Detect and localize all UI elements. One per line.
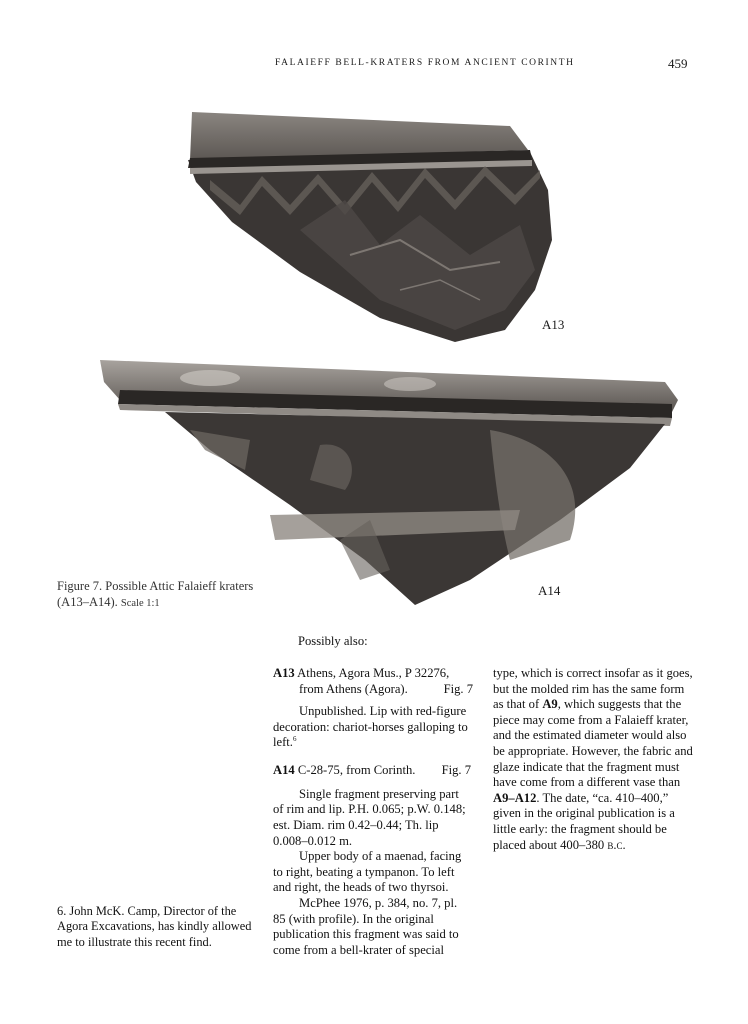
right-column [493,666,693,853]
right-col-ref-a9-a12: A9–A12 [493,790,537,805]
entry-a14-para1: Single fragment preserving part of rim and lip. P.H. 0.065; p.W. 0.148; est. Diam. rim 0.42–0.44; Th. lip 0.008–0.012 m. [273,786,466,848]
entry-a13-subheading [273,682,473,698]
figure-label-a13: A13 [542,317,565,332]
entry-a14-para2: Upper body of a maenad, facing to right, beating a tympanon. To left and right, the heads of two thyrsoi. [273,849,462,895]
entry-a13-fig-ref: Fig. 7 [443,682,473,696]
right-col-part2: , which suggests that the piece may come from a Falaieff krater, and the estimated diameter would also be appropriate. However, the fabric and glaze indicate that the fragment must have come from a different vase than [493,697,693,790]
entry-a14-heading [273,763,471,779]
right-col-ref-a9: A9 [542,697,558,712]
entry-a14-fig-ref: Fig. 7 [441,762,471,777]
figure-label-a14: A14 [538,583,561,598]
possibly-also-heading: Possibly also: [298,634,368,648]
running-title: FALAIEFF BELL-KRATERS FROM ANCIENT CORINTH [275,58,575,68]
entry-a14-line1: C-28-75, from Corinth. [297,762,416,777]
right-col-part1: type, which is correct insofar as it goes, but the molded rim has the same form as that of [493,666,693,712]
caption-main: Figure 7. Possible Attic Falaieff kraters (A13–A14). [57,579,254,609]
entry-a13-line2: from Athens (Agora). [299,682,408,696]
right-col-part3: . The date, “ca. 410–400,” given in the original publication is a little early: the fragment should be placed about 400–380 [493,790,675,852]
entry-a14-id: A14 [273,762,295,777]
footnote-6: 6. John McK. Camp, Director of the Agora Excavations, has kindly allowed me to illustrate this recent find. [57,904,252,949]
page-number: 459 [668,56,688,71]
entry-a13-id: A13 [273,666,295,680]
middle-column [273,702,471,958]
figure-caption [57,578,257,612]
footnote-ref-6: 6 [292,735,297,744]
caption-scale: Scale 1:1 [120,598,160,609]
entry-a13-line1: Athens, Agora Mus., P 32276, [297,666,450,680]
right-col-era: b.c. [607,837,626,852]
entry-a13-description [273,704,471,751]
entry-a13-heading [273,666,473,682]
entry-a14-para3: McPhee 1976, p. 384, no. 7, pl. 85 (with profile). In the original publication this fragment was said to come from a bell-krater of special [273,895,459,957]
entry-a13-description-text: Unpublished. Lip with red-figure decoration: chariot-horses galloping to left. [273,704,468,750]
